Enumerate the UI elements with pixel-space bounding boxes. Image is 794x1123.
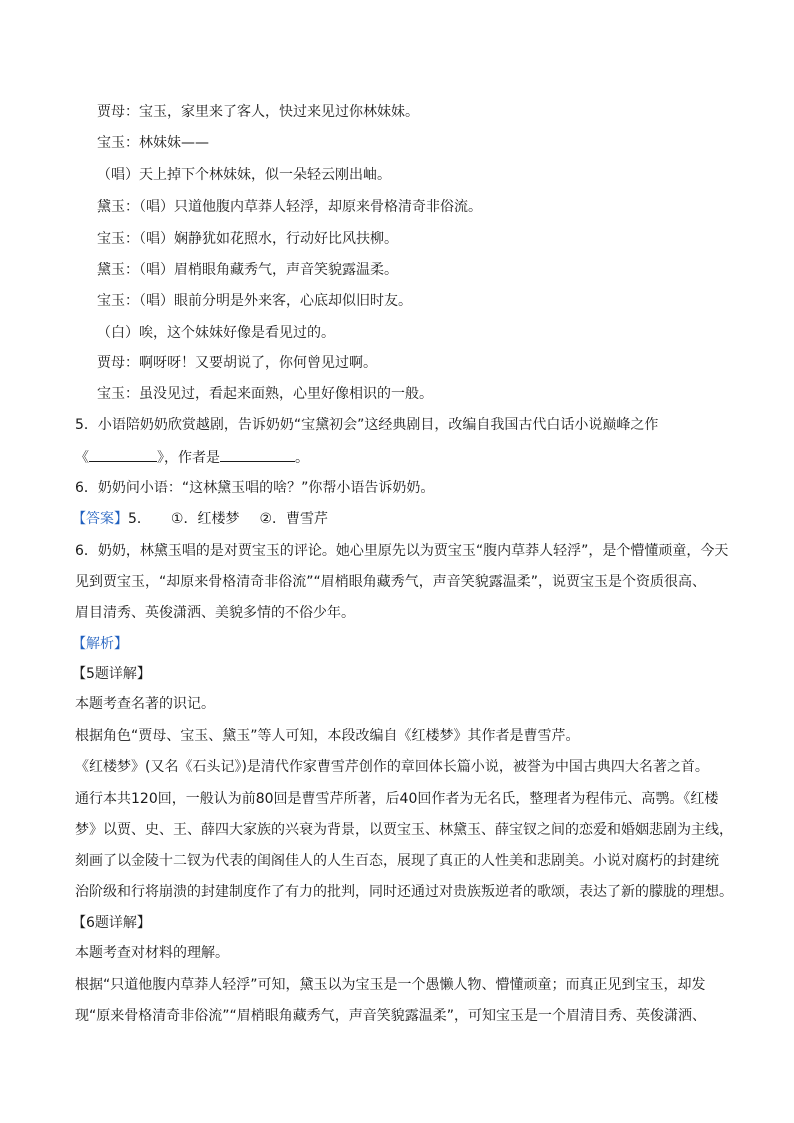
dialogue-line: 宝玉：（唱）眼前分明是外来客，心底却似旧时友。 xyxy=(97,293,412,309)
answer-q5-item-2: ②．曹雪芹 xyxy=(259,511,329,527)
dialogue-line: 黛玉：（唱）只道他腹内草莽人轻浮，却原来骨格清奇非俗流。 xyxy=(97,199,482,215)
dialogue-line: 宝玉：林妹妹—— xyxy=(97,135,209,151)
detail-5-line: 梦》以贾、史、王、薛四大家族的兴衰为背景，以贾宝玉、林黛玉、薛宝钗之间的恋爱和婚姻悲剧为主线， xyxy=(75,822,733,838)
question-6-text: 6．奶奶问小语：“这林黛玉唱的啥？”你帮小语告诉奶奶。 xyxy=(75,480,435,496)
answer-q5-num: 5． xyxy=(128,511,151,527)
dialogue-line: 黛玉：（唱）眉梢眼角藏秀气，声音笑貌露温柔。 xyxy=(97,262,398,278)
book-open-bracket: 《 xyxy=(75,450,89,466)
detail-5-line: 刻画了以金陵十二钗为代表的闺阁佳人的人生百态，展现了真正的人性美和悲剧美。小说对腐朽的封建统 xyxy=(75,853,719,869)
detail-6-line: 根据“只道他腹内草莽人轻浮”可知，黛玉以为宝玉是一个愚懒人物、懵懂顽童；而真正见到宝玉，却发 xyxy=(75,977,706,993)
dialogue-line: 贾母：宝玉，家里来了客人，快过来见过你林妹妹。 xyxy=(97,104,419,120)
detail-5-line: 通行本共120回，一般认为前80回是曹雪芹所著，后40回作者为无名氏，整理者为程伟元、高鹗。《红楼 xyxy=(75,791,719,807)
question-5-text: 5．小语陪奶奶欣赏越剧，告诉奶奶“宝黛初会”这经典剧目，改编自我国古代白话小说巅峰之作 xyxy=(75,417,659,433)
question-5-end: 。 xyxy=(295,450,309,466)
analysis-tag: 【解析】 xyxy=(72,636,128,652)
answer-tag: 【答案】 xyxy=(72,511,128,527)
detail-5-line: 《红楼梦》(又名《石头记》)是清代作家曹雪芹创作的章回体长篇小说，被誉为中国古典四大名著之首。 xyxy=(75,759,709,775)
answer-q6-line: 见到贾宝玉，“却原来骨格清奇非俗流”“眉梢眼角藏秀气，声音笑貌露温柔”，说贾宝玉是个资质很高、 xyxy=(75,574,707,590)
detail-6-title: 【6题详解】 xyxy=(72,915,151,931)
answer-q5-item-1: ①．红楼梦 xyxy=(170,511,240,527)
dialogue-line: 宝玉：虽没见过，看起来面熟，心里好像相识的一般。 xyxy=(97,386,433,402)
dialogue-line: （白）唉，这个妹妹好像是看见过的。 xyxy=(97,325,335,341)
author-prompt: 》，作者是 xyxy=(157,450,220,466)
question-5-blanks xyxy=(75,446,309,468)
detail-6-line: 本题考查对材料的理解。 xyxy=(75,945,229,961)
book-title-blank xyxy=(89,446,157,462)
answer-q6-line: 眉目清秀、英俊潇洒、美貌多情的不俗少年。 xyxy=(75,605,355,621)
answer-row xyxy=(72,509,328,529)
detail-5-title: 【5题详解】 xyxy=(72,666,151,682)
detail-6-line: 现“原来骨格清奇非俗流”“眉梢眼角藏秀气，声音笑貌露温柔”，可知宝玉是一个眉清目秀、英俊潇洒、 xyxy=(75,1008,707,1024)
detail-5-line: 根据角色“贾母、宝玉、黛玉”等人可知，本段改编自《红楼梦》其作者是曹雪芹。 xyxy=(75,728,580,744)
dialogue-line: 贾母：啊呀呀！又要胡说了，你何曾见过啊。 xyxy=(97,355,377,371)
dialogue-line: （唱）天上掉下个林妹妹，似一朵轻云刚出岫。 xyxy=(97,167,391,183)
answer-q6-line: 6．奶奶，林黛玉唱的是对贾宝玉的评论。她心里原先以为贾宝玉“腹内草莽人轻浮”，是个懵懂顽童，今天 xyxy=(75,543,729,559)
author-blank xyxy=(220,446,295,462)
detail-5-line: 本题考查名著的识记。 xyxy=(75,696,215,712)
dialogue-line: 宝玉：（唱）娴静犹如花照水，行动好比风扶柳。 xyxy=(97,231,398,247)
detail-5-line: 治阶级和行将崩溃的封建制度作了有力的批判，同时还通过对贵族叛逆者的歌颂，表达了新的朦胧的理想。 xyxy=(75,884,733,900)
